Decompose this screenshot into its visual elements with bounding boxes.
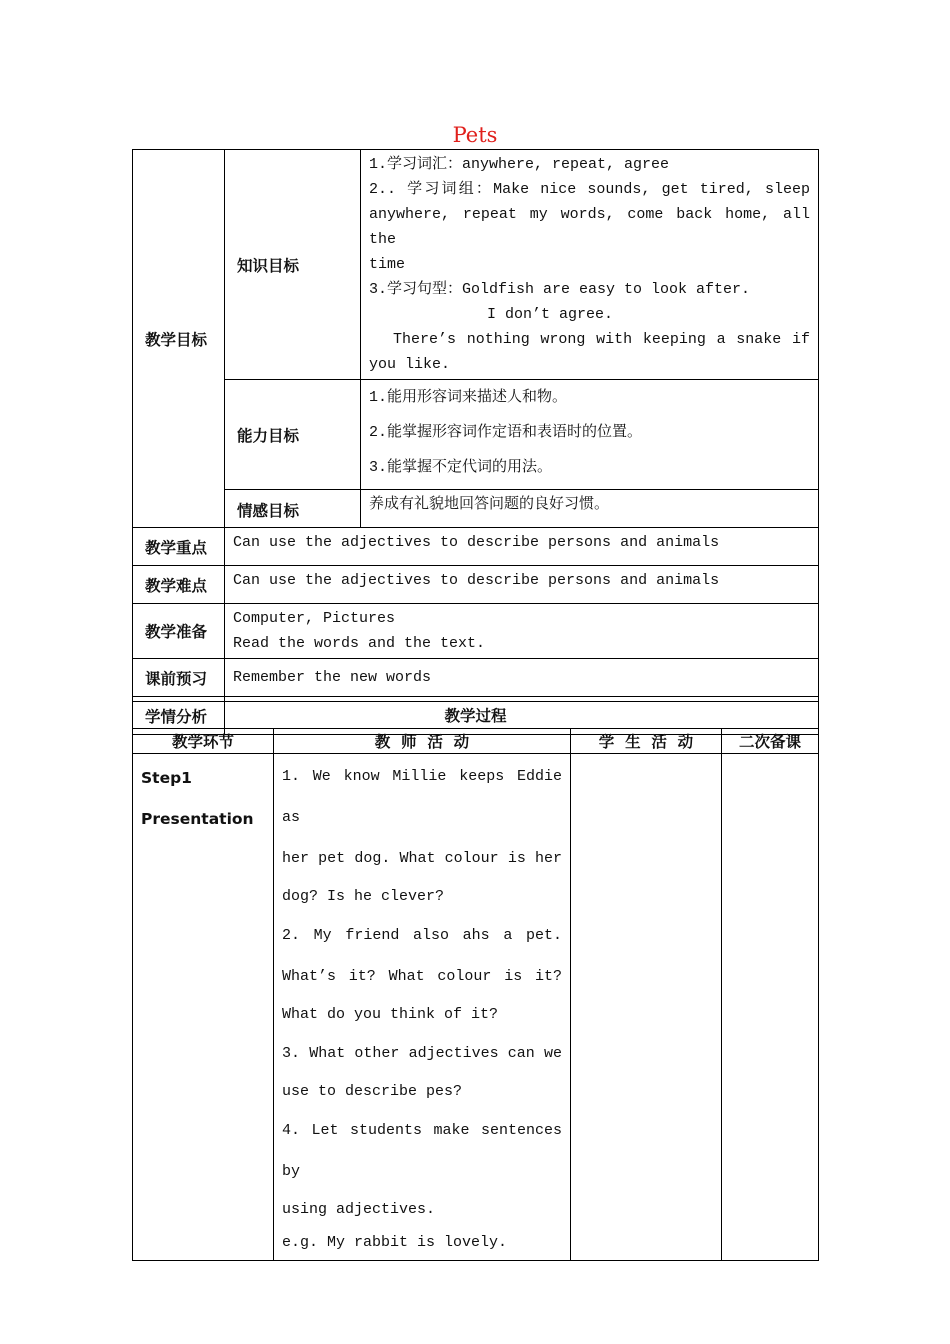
process-title: 教学过程 bbox=[133, 702, 819, 729]
process-table bbox=[132, 701, 819, 1261]
difficulty-content: Can use the adjectives to describe persons and animals bbox=[225, 566, 819, 604]
prep-line: Read the words and the text. bbox=[233, 635, 486, 652]
prep-label: 教学准备 bbox=[133, 604, 225, 659]
knowledge-line: There’s nothing wrong with keeping a snake if bbox=[393, 331, 810, 348]
teacher-line: What’s it? What colour is it? bbox=[282, 968, 562, 985]
teacher-line: e.g. My rabbit is lovely. bbox=[282, 1234, 508, 1251]
page-title: Pets bbox=[452, 123, 498, 147]
lesson-plan-table bbox=[132, 149, 819, 735]
student-activity bbox=[571, 754, 722, 1261]
knowledge-line: you like. bbox=[369, 356, 451, 373]
ability-goal-content bbox=[361, 380, 819, 490]
ability-line: 1.能用形容词来描述人和物。 bbox=[369, 389, 568, 406]
ability-line: 3.能掌握不定代词的用法。 bbox=[369, 459, 553, 476]
ability-goal-label: 能力目标 bbox=[225, 380, 361, 490]
teacher-line: using adjectives. bbox=[282, 1201, 436, 1218]
preview-label: 课前预习 bbox=[133, 659, 225, 697]
emotion-goal-content: 养成有礼貌地回答问题的良好习惯。 bbox=[361, 490, 819, 528]
knowledge-line: anywhere, repeat my words, come back home, all the bbox=[369, 206, 810, 248]
knowledge-line: 2.. 学习词组：Make nice sounds, get tired, sleep bbox=[369, 181, 810, 198]
teacher-activity bbox=[274, 754, 571, 1261]
ability-line: 2.能掌握形容词作定语和表语时的位置。 bbox=[369, 424, 643, 441]
revision-notes bbox=[722, 754, 819, 1261]
knowledge-line: 3.学习句型：Goldfish are easy to look after. bbox=[369, 281, 751, 298]
knowledge-goal-content bbox=[361, 150, 819, 380]
preview-content: Remember the new words bbox=[225, 659, 819, 697]
teacher-line: 4. Let students make sentences by bbox=[282, 1122, 562, 1180]
knowledge-line: time bbox=[369, 256, 406, 273]
header-teacher: 教 师 活 动 bbox=[274, 729, 571, 754]
knowledge-goal-label: 知识目标 bbox=[225, 150, 361, 380]
header-student: 学 生 活 动 bbox=[571, 729, 722, 754]
teacher-line: 1. We know Millie keeps Eddie as bbox=[282, 768, 562, 826]
analysis-label: 学情分析 bbox=[133, 697, 225, 735]
step-name: Presentation bbox=[141, 810, 254, 828]
knowledge-line: 1.学习词汇：anywhere, repeat, agree bbox=[369, 156, 670, 173]
knowledge-line: I don’t agree. bbox=[487, 306, 614, 323]
objectives-label: 教学目标 bbox=[133, 150, 225, 528]
teacher-line: 2. My friend also ahs a pet. bbox=[282, 927, 562, 944]
teacher-line: dog? Is he clever? bbox=[282, 888, 445, 905]
teacher-line: her pet dog. What colour is her bbox=[282, 850, 562, 867]
focus-content: Can use the adjectives to describe persons and animals bbox=[225, 528, 819, 566]
header-revision: 二次备课 bbox=[722, 729, 819, 754]
teacher-line: 3. What other adjectives can we bbox=[282, 1045, 562, 1062]
emotion-goal-label: 情感目标 bbox=[225, 490, 361, 528]
focus-label: 教学重点 bbox=[133, 528, 225, 566]
step-cell bbox=[133, 754, 274, 1261]
difficulty-label: 教学难点 bbox=[133, 566, 225, 604]
prep-content bbox=[225, 604, 819, 659]
teacher-line: use to describe pes? bbox=[282, 1083, 463, 1100]
teacher-line: What do you think of it? bbox=[282, 1006, 499, 1023]
step-number: Step1 bbox=[141, 769, 192, 787]
prep-line: Computer, Pictures bbox=[233, 610, 396, 627]
header-step: 教学环节 bbox=[133, 729, 274, 754]
